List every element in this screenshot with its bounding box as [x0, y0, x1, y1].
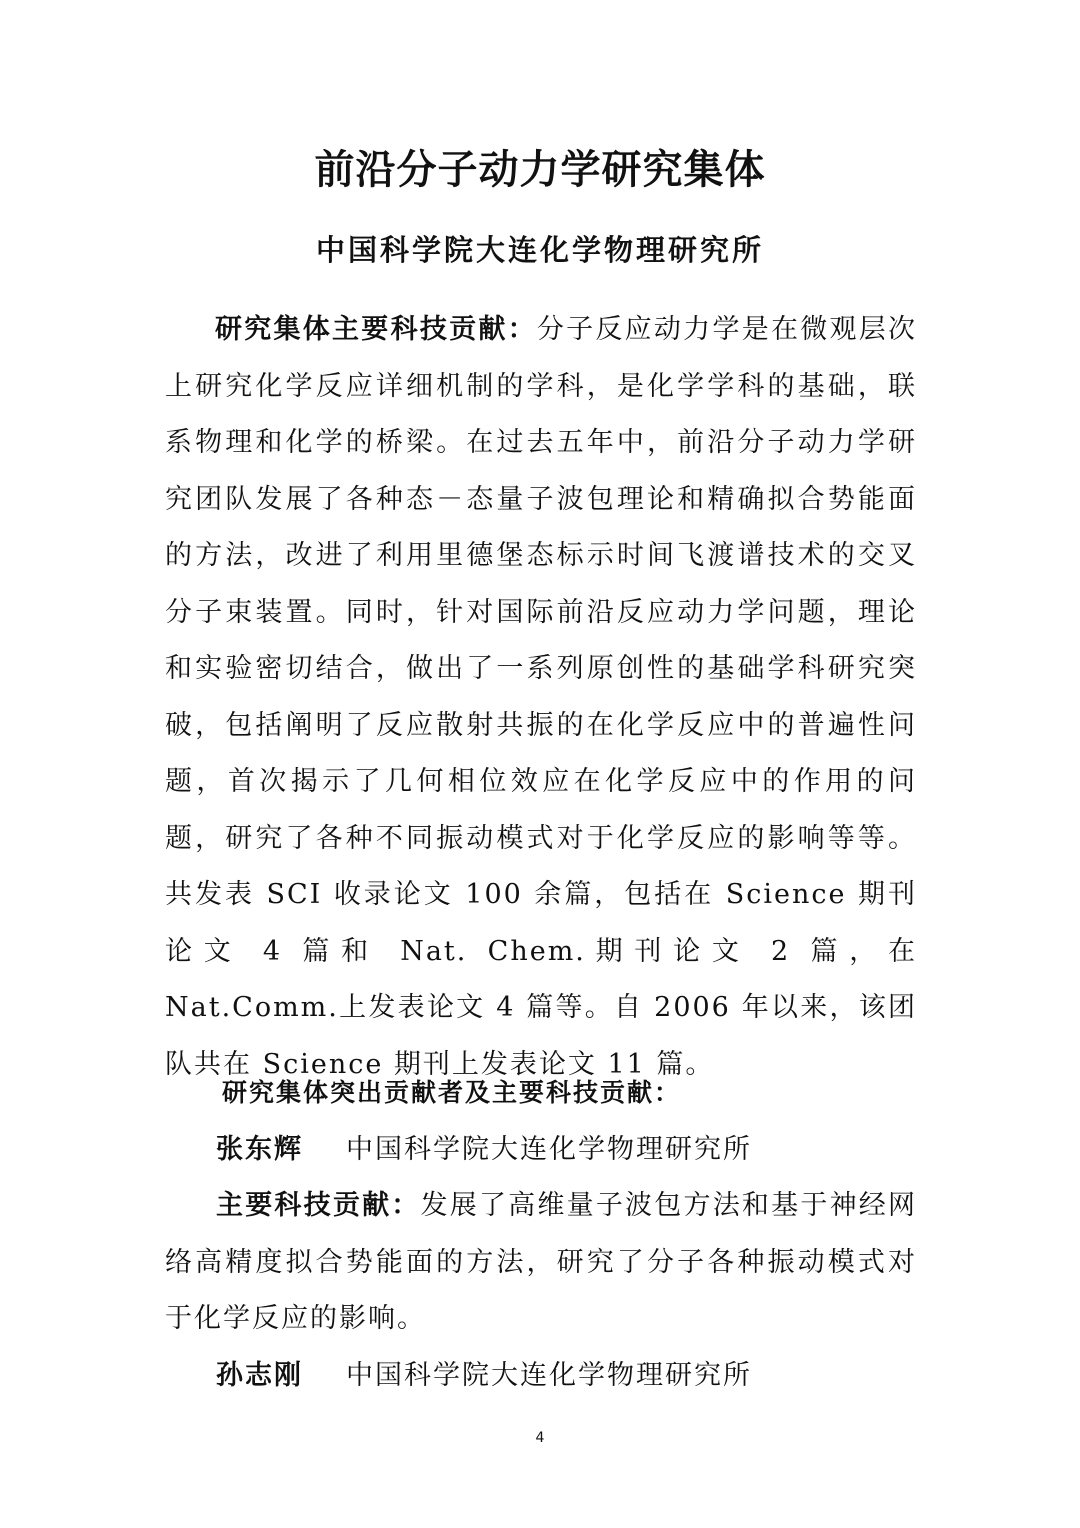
contributor-contribution-text: 发展了高维量子波包方法和基于神经网络高精度拟合势能面的方法，研究了分子各种振动模式对于化学反应的影响。: [165, 1190, 918, 1334]
institution-subtitle: 中国科学院大连化学物理研究所: [315, 233, 764, 267]
main-contribution-paragraph: [165, 302, 917, 1093]
contributor-name: 张东辉: [216, 1134, 303, 1165]
contributor-line: [216, 1348, 752, 1404]
contributor-affiliation: 中国科学院大连化学物理研究所: [346, 1134, 752, 1165]
contributor-line: [216, 1122, 752, 1178]
page-number: 4: [535, 1430, 545, 1446]
contributor-name: 孙志刚: [216, 1360, 303, 1391]
document-title: 前沿分子动力学研究集体: [314, 146, 766, 193]
contributor-contribution-paragraph: [165, 1178, 917, 1348]
main-contribution-text: 分子反应动力学是在微观层次上研究化学反应详细机制的学科，是化学学科的基础，联系物理和化学的桥梁。在过去五年中，前沿分子动力学研究团队发展了各种态－态量子波包理论和精确拟合势能面的方法，改进了利用里德堡态标示时间飞渡谱技术的交叉分子束装置。同时，针对国际前沿反应动力学问题，理论和实验密切结合，做出了一系列原创性的基础学科研究突破，包括阐明了反应散射共振的在化学反应中的普遍性问题，首次揭示了几何相位效应在化学反应中的作用的问题，研究了各种不同振动模式对于化学反应的影响等等。共发表 SCI 收录论文 100 余篇，包括在 Science 期刊论文 4 篇和 Nat. Chem.期刊论文 2 篇，在 Nat.Comm.上发表论文 4 篇等。自 2006 年以来，该团队共在 Science 期刊上发表论文 11 篇。: [165, 314, 918, 1080]
contributor-affiliation: 中国科学院大连化学物理研究所: [346, 1360, 752, 1391]
main-contribution-label: 研究集体主要科技贡献：: [215, 314, 537, 345]
contributor-contribution-label: 主要科技贡献：: [216, 1190, 421, 1221]
contributors-heading: 研究集体突出贡献者及主要科技贡献：: [222, 1078, 682, 1107]
